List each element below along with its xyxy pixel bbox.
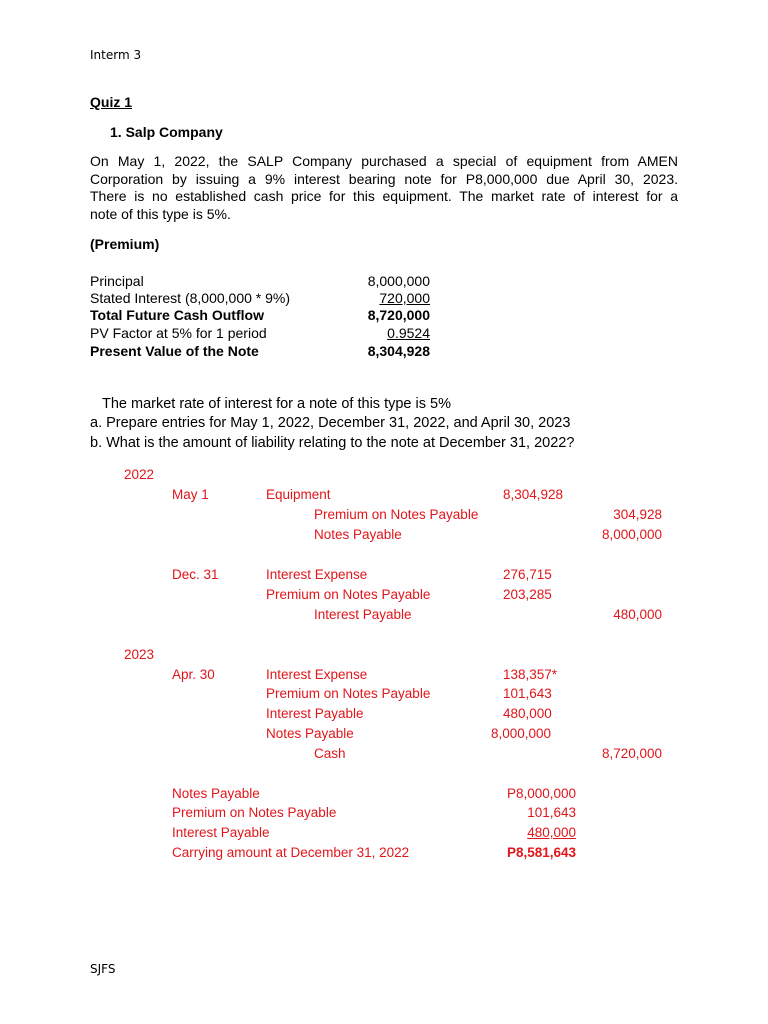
carrying-row (0, 786, 768, 804)
calc-value: 0.9524 (387, 325, 430, 341)
account-name: Interest Payable (266, 706, 364, 721)
calc-value: 8,304,928 (367, 343, 430, 359)
account-name: Notes Payable (266, 726, 354, 741)
calc-row (90, 307, 430, 325)
journal-line (0, 667, 768, 685)
paragraph-line: Corporation by issuing a 9% interest bearing note for P8,000,000 due April 30, 2023. (90, 170, 678, 187)
question-b: b. What is the amount of liability relating to the note at December 31, 2022? (90, 435, 575, 451)
calc-label: PV Factor at 5% for 1 period (90, 325, 267, 341)
calc-row (90, 273, 430, 291)
credit-amount: 8,720,000 (601, 746, 662, 761)
carrying-label: Premium on Notes Payable (172, 805, 337, 820)
carrying-value: 101,643 (527, 805, 576, 820)
debit-amount: 203,285 (503, 587, 552, 602)
calc-value: 720,000 (379, 290, 430, 306)
journal-line (0, 726, 768, 744)
carrying-row (0, 845, 768, 863)
account-name: Notes Payable (314, 527, 402, 542)
account-name: Interest Expense (266, 567, 368, 582)
journal-line (0, 527, 768, 545)
calc-label: Total Future Cash Outflow (90, 307, 264, 323)
page-header: Interm 3 (90, 48, 142, 62)
quiz-title: Quiz 1 (90, 94, 133, 110)
paragraph-line: note of this type is 5%. (90, 205, 231, 222)
entry-date: May 1 (172, 487, 209, 502)
calc-value: 8,720,000 (367, 307, 430, 323)
journal-line (0, 567, 768, 585)
credit-amount: 304,928 (613, 507, 662, 522)
problem-title: 1. Salp Company (110, 124, 223, 140)
calc-row (90, 325, 430, 343)
carrying-total: P8,581,643 (506, 845, 576, 860)
account-name: Premium on Notes Payable (314, 507, 479, 522)
paragraph-line: On May 1, 2022, the SALP Company purchased a special of equipment from AMEN (90, 153, 678, 169)
calc-label: Principal (90, 273, 144, 289)
journal-line (0, 746, 768, 764)
calc-row (90, 290, 430, 308)
credit-amount: 480,000 (613, 607, 662, 622)
entry-date: Dec. 31 (172, 567, 219, 582)
calc-row (90, 343, 430, 361)
question-a: a. Prepare entries for May 1, 2022, December 31, 2022, and April 30, 2023 (90, 415, 571, 431)
carrying-label: Interest Payable (172, 825, 270, 840)
calc-label: Stated Interest (8,000,000 * 9%) (90, 290, 291, 306)
debit-amount: 101,643 (503, 686, 552, 701)
account-name: Premium on Notes Payable (266, 686, 431, 701)
calc-label: Present Value of the Note (90, 343, 259, 359)
question-intro: The market rate of interest for a note of this type is 5% (102, 396, 451, 412)
problem-paragraph (90, 153, 678, 223)
credit-amount: 8,000,000 (601, 527, 662, 542)
account-name: Interest Expense (266, 667, 368, 682)
journal-line (0, 607, 768, 625)
account-name: Equipment (266, 487, 331, 502)
carrying-value: P8,000,000 (506, 786, 576, 801)
journal-line (0, 706, 768, 724)
debit-amount: 8,000,000 (491, 726, 552, 741)
account-name: Cash (314, 746, 346, 761)
year-label: 2022 (124, 467, 155, 482)
premium-subheading: (Premium) (90, 236, 160, 252)
entry-date: Apr. 30 (172, 667, 215, 682)
carrying-label: Notes Payable (172, 786, 260, 801)
paragraph-line: There is no established cash price for this equipment. The market rate of interest for a (90, 188, 678, 204)
carrying-row (0, 825, 768, 843)
journal-line (0, 686, 768, 704)
debit-amount: 276,715 (503, 567, 552, 582)
journal-line (0, 487, 768, 505)
carrying-value: 480,000 (527, 825, 576, 840)
carrying-label: Carrying amount at December 31, 2022 (172, 845, 410, 860)
debit-amount: 8,304,928 (503, 487, 564, 502)
account-name: Premium on Notes Payable (266, 587, 431, 602)
journal-line (0, 507, 768, 525)
debit-amount: 138,357* (503, 667, 558, 682)
year-label: 2023 (124, 647, 155, 662)
debit-amount: 480,000 (503, 706, 552, 721)
account-name: Interest Payable (314, 607, 412, 622)
calc-value: 8,000,000 (367, 273, 430, 289)
page-footer: SJFS (90, 962, 116, 976)
journal-line (0, 587, 768, 605)
carrying-row (0, 805, 768, 823)
